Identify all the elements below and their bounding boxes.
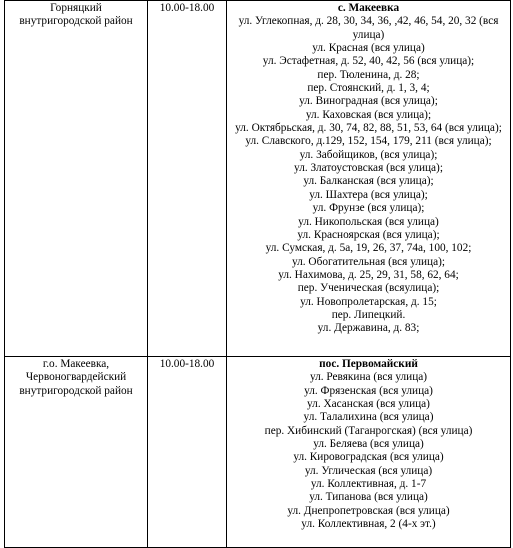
street-entry: ул. Державина, д. 83;	[317, 322, 420, 335]
district-line: Горняцкий	[50, 2, 102, 14]
street-entry: ул. Ревякина (вся улица)	[309, 371, 428, 384]
streets-cell	[227, 1, 511, 357]
locality-title: с. Макеевка	[337, 2, 400, 14]
district-line: внутригородской район	[19, 384, 133, 397]
street-entry: ул. Шахтера (вся улица);	[309, 188, 428, 201]
time-range: 10.00-18.00	[159, 358, 215, 370]
district-line: г.о. Макеевка,	[42, 358, 110, 370]
street-entry: пер. Ученическая (всяулица);	[297, 282, 440, 295]
district-cell	[5, 1, 148, 357]
time-range: 10.00-18.00	[159, 2, 215, 14]
street-entry: ул. Фрунзе (вся улица);	[312, 202, 425, 215]
schedule-table-body	[5, 1, 511, 548]
street-entry: ул. Октябрьская, д. 30, 74, 82, 88, 51, 53, 64 (вся улица);	[235, 122, 502, 135]
street-entry: ул. Типанова (вся улица)	[309, 491, 428, 504]
street-entry: пер. Хибинский (Таганрогская) (вся улица)	[264, 424, 473, 437]
street-entry: ул. Златоустовская (вся улица);	[294, 162, 443, 175]
street-entry: ул. Днепропетровская (вся улица)	[287, 504, 450, 517]
street-entry: ул. Обогатительная (вся улица);	[291, 255, 445, 268]
time-cell	[148, 1, 227, 357]
district-line: внутригородской район	[19, 15, 133, 28]
street-entry: ул. Кировоградская (вся улица)	[293, 451, 444, 464]
street-entry: ул. Славского, д.129, 152, 154, 179, 211 (вся улица);	[245, 135, 492, 148]
street-entry: ул. Балканская (вся улица);	[303, 175, 434, 188]
street-entry: пер. Стоянский, д. 1, 3, 4;	[307, 82, 430, 95]
street-entry: ул. Фрязенская (вся улица)	[304, 384, 433, 397]
street-entry: ул. Хасанская (вся улица)	[307, 398, 430, 411]
street-entry: ул. Коллективная, 2 (4-х эт.)	[301, 518, 436, 531]
table-row	[5, 1, 511, 357]
district-cell	[5, 357, 148, 548]
streets-cell	[227, 357, 511, 548]
table-row	[5, 357, 511, 548]
street-entry: ул. Новопролетарская, д. 15;	[300, 295, 437, 308]
street-entry: ул. Виноградная (вся улица);	[299, 95, 438, 108]
street-entry: ул. Никопольская (вся улица)	[298, 215, 439, 228]
locality-title: пос. Первомайский	[319, 358, 418, 370]
street-entry: пер. Тюленина, д. 28;	[317, 68, 420, 81]
street-entry: ул. Красная (вся улица)	[312, 42, 425, 55]
time-cell	[148, 357, 227, 548]
street-entry: ул. Беляева (вся улица)	[313, 438, 424, 451]
street-entry: ул. Нахимова, д. 25, 29, 31, 58, 62, 64;	[278, 268, 459, 281]
street-entry: пер. Липецкий.	[331, 308, 406, 321]
street-entry: ул. Эстафетная, д. 52, 40, 42, 56 (вся улица);	[262, 55, 475, 68]
street-entry: ул. Каховская (вся улица);	[305, 108, 432, 121]
street-entry: ул. Забойщиков, (вся улица);	[299, 148, 438, 161]
street-entry: ул. Красноярская (вся улица);	[297, 228, 440, 241]
street-entry: ул. Коллективная, д. 1-7	[310, 478, 427, 491]
district-line: Червоногвардейский	[25, 371, 127, 384]
street-entry: ул. Талалихина (вся улица)	[303, 411, 434, 424]
street-entry: ул. Углическая (вся улица)	[304, 464, 433, 477]
street-entry: ул. Углекопная, д. 28, 30, 34, 36, ,42, 46, 54, 20, 32 (вся улица)	[238, 15, 499, 41]
street-entry: ул. Сумская, д. 5а, 19, 26, 37, 74а, 100, 102;	[265, 242, 472, 255]
schedule-table	[4, 0, 511, 548]
